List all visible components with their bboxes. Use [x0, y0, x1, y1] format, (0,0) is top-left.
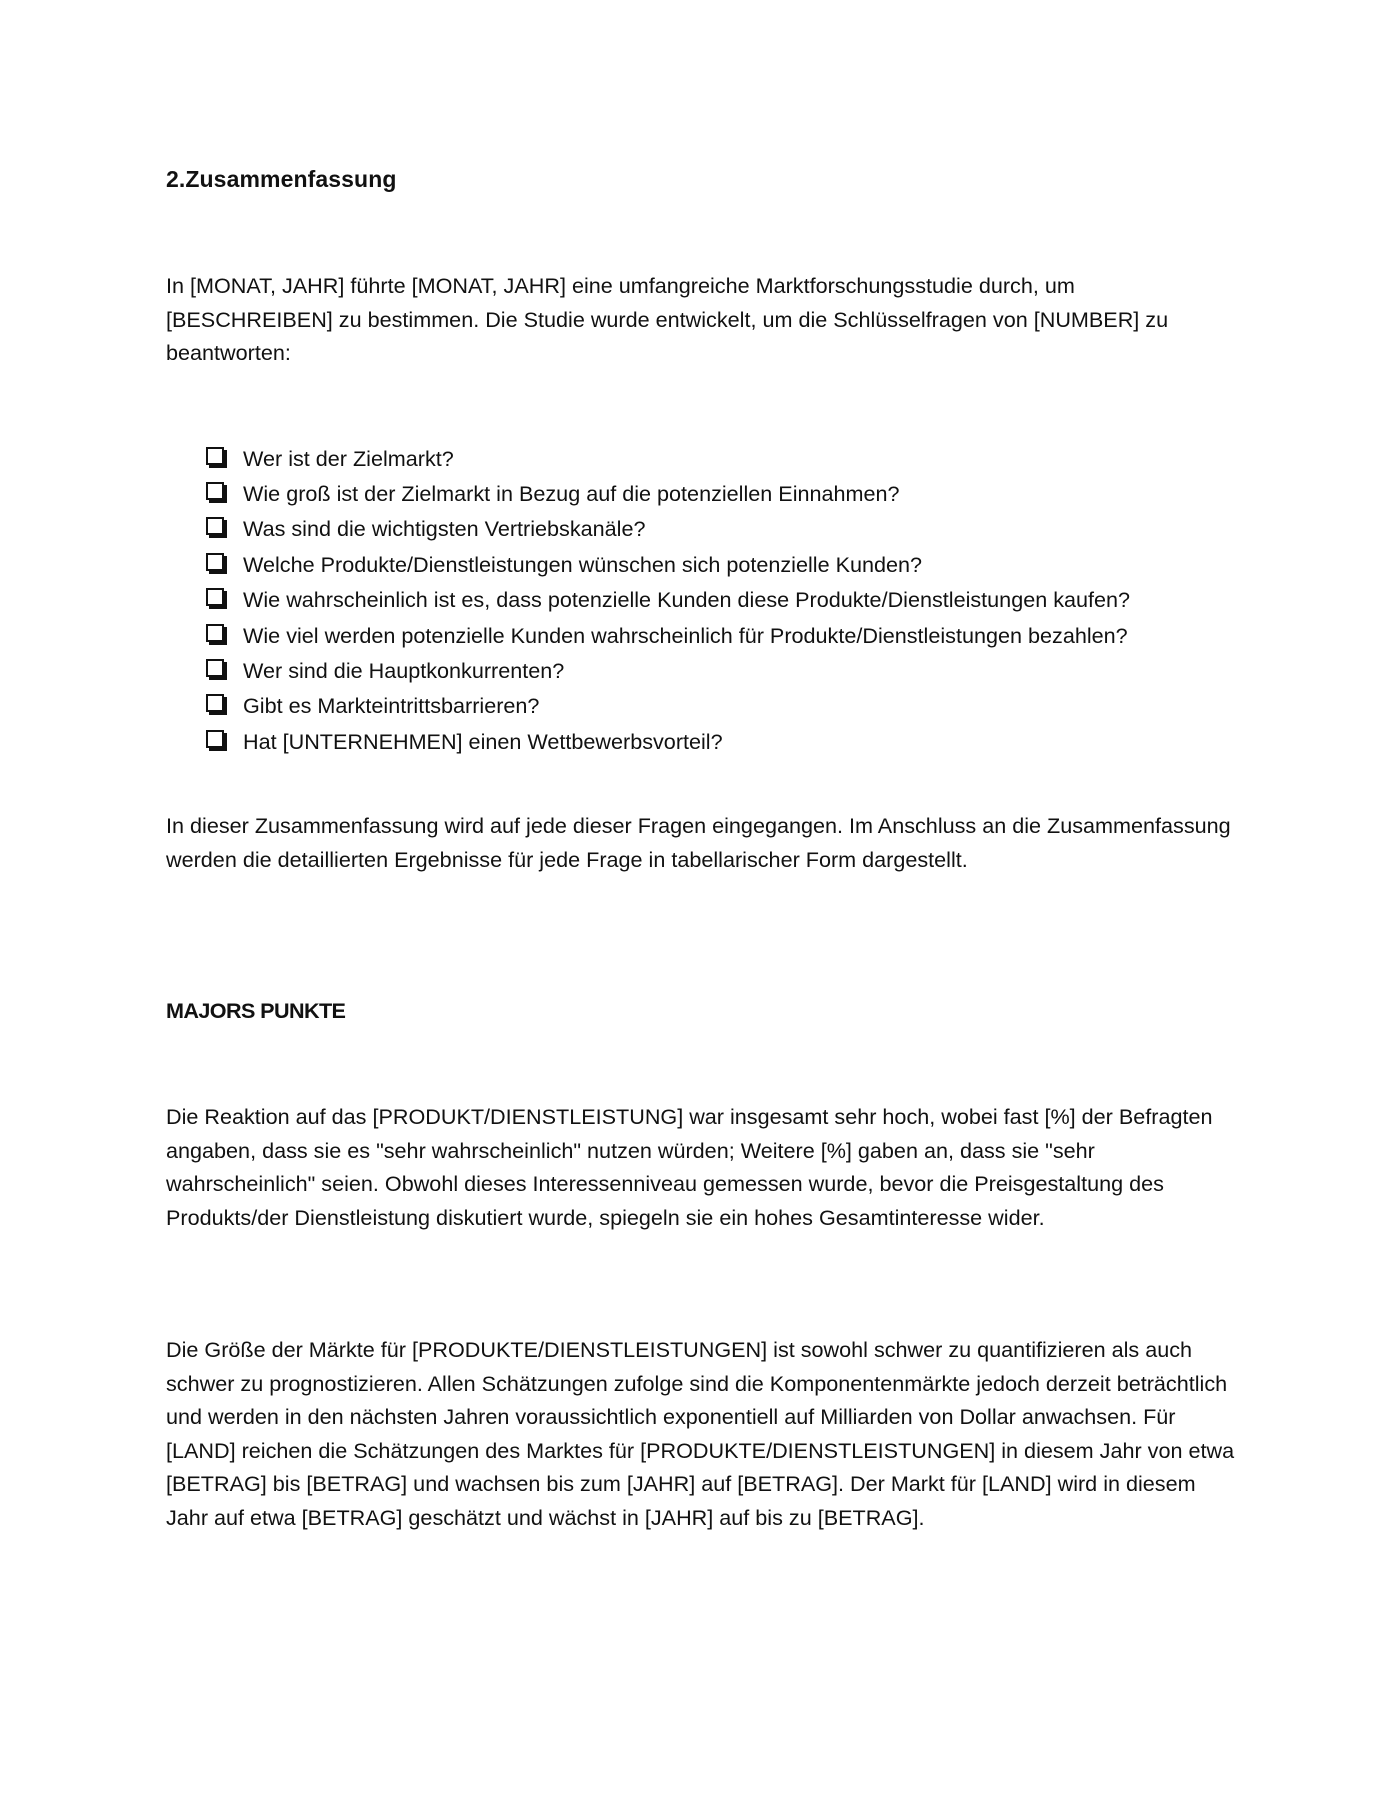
- question-text: Wie wahrscheinlich ist es, dass potenzielle Kunden diese Produkte/Dienstleistungen kaufen?: [243, 587, 1131, 613]
- question-text: Wie groß ist der Zielmarkt in Bezug auf die potenziellen Einnahmen?: [243, 481, 900, 507]
- question-item: [206, 547, 1246, 582]
- question-text: Hat [UNTERNEHMEN] einen Wettbewerbsvorteil?: [243, 728, 723, 754]
- summary-note-paragraph: In dieser Zusammenfassung wird auf jede dieser Fragen eingegangen. Im Anschluss an die Zusammenfassung werden die detaillierten Ergebnisse für jede Frage in tabellarischer Form dargestellt.: [166, 813, 1231, 872]
- question-text: Welche Produkte/Dienstleistungen wünschen sich potenzielle Kunden?: [243, 551, 923, 577]
- checkbox-outline-icon: [206, 517, 224, 535]
- checkbox-outline-icon: [206, 482, 224, 500]
- question-list: [206, 441, 1246, 760]
- question-item: [206, 441, 1246, 476]
- question-item: [206, 724, 1246, 759]
- checkbox-outline-icon: [206, 588, 224, 606]
- checkbox-outline-icon: [206, 624, 224, 642]
- question-item: [206, 512, 1246, 547]
- question-item: [206, 653, 1246, 688]
- checkbox-outline-icon: [206, 447, 224, 465]
- question-text: Gibt es Markteintrittsbarrieren?: [243, 693, 540, 719]
- question-text: Wie viel werden potenzielle Kunden wahrscheinlich für Produkte/Dienstleistungen bezahlen?: [243, 622, 1128, 648]
- question-text: Wer ist der Zielmarkt?: [243, 445, 454, 471]
- question-item: [206, 583, 1246, 618]
- question-text: Was sind die wichtigsten Vertriebskanäle?: [243, 516, 646, 542]
- checkbox-outline-icon: [206, 730, 224, 748]
- majors-punkte-heading: MAJORS PUNKTE: [166, 998, 346, 1023]
- checkbox-outline-icon: [206, 694, 224, 712]
- question-item: [206, 618, 1246, 653]
- section-title: 2.Zusammenfassung: [166, 166, 397, 192]
- question-item: [206, 689, 1246, 724]
- checkbox-outline-icon: [206, 553, 224, 571]
- question-text: Wer sind die Hauptkonkurrenten?: [243, 658, 565, 684]
- market-size-paragraph: Die Größe der Märkte für [PRODUKTE/DIENSTLEISTUNGEN] ist sowohl schwer zu quantifizieren als auch schwer zu prognostizieren. Allen Schätzungen zufolge sind die Komponentenmärkte jedoch derzeit beträchtlich und werden in den nächsten Jahren voraussichtlich exponentiell auf Milliarden von Dollar anwachsen. Für [LAND] reichen die Schätzungen des Marktes für [PRODUKTE/DIENSTLEISTUNGEN] in diesem Jahr von etwa [BETRAG] bis [BETRAG] und wachsen bis zum [JAHR] auf [BETRAG]. Der Markt für [LAND] wird in diesem Jahr auf etwa [BETRAG] geschätzt und wächst in [JAHR] auf bis zu [BETRAG].: [166, 1337, 1235, 1530]
- checkbox-outline-icon: [206, 659, 224, 677]
- question-item: [206, 476, 1246, 511]
- reaction-paragraph: Die Reaktion auf das [PRODUKT/DIENSTLEISTUNG] war insgesamt sehr hoch, wobei fast [%] der Befragten angaben, dass sie es "sehr wahrscheinlich" nutzen würden; Weitere [%] gaben an, dass sie "sehr wahrscheinlich" seien. Obwohl dieses Interessenniveau gemessen wurde, bevor die Preisgestaltung des Produkts/der Dienstleistung diskutiert wurde, spiegeln sie ein hohes Gesamtinteresse wider.: [166, 1104, 1213, 1230]
- intro-paragraph: In [MONAT, JAHR] führte [MONAT, JAHR] eine umfangreiche Marktforschungsstudie durch, um [BESCHREIBEN] zu bestimmen. Die Studie wurde entwickelt, um die Schlüsselfragen von [NUMBER] zu beantworten:: [166, 273, 1169, 365]
